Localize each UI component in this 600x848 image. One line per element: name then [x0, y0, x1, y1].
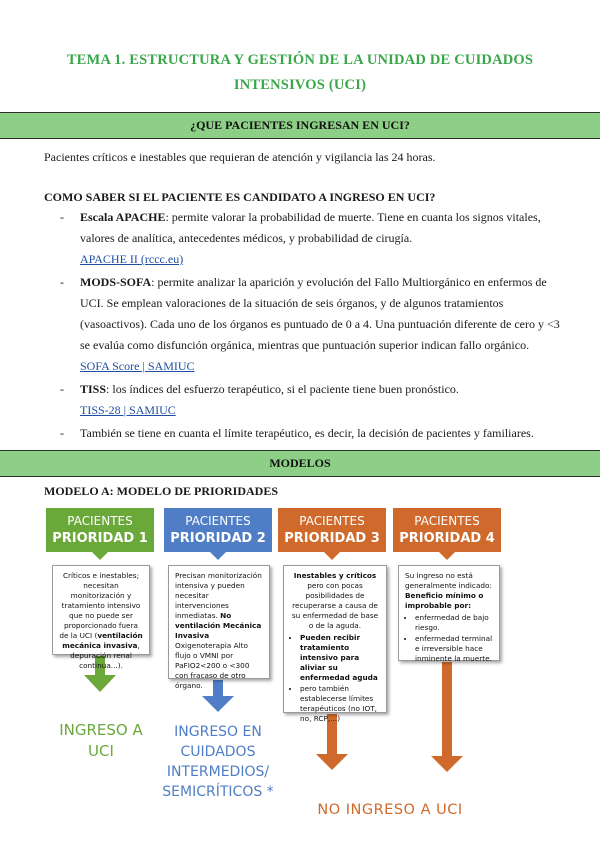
box-prioridad-1	[52, 565, 150, 670]
outcome-cuidados-intermedios: INGRESO EN CUIDADOS INTERMEDIOS/ SEMICRÍTICOS *	[162, 724, 274, 800]
p3-intro	[290, 571, 380, 631]
sofa-link[interactable]: SOFA Score | SAMIUC	[80, 359, 195, 373]
apache-text: : permite valorar la probabilidad de muerte. Tiene en cuanta los signos vitales, valores de analítica, antecedentes médicos, y probabilidad de cirugía.	[80, 210, 541, 245]
p4-bullet-2-text: enfermedad terminal e irreversible hace inminente la muerte.	[415, 634, 493, 663]
list-bullet: -	[60, 382, 64, 396]
intro-paragraph: Pacientes críticos e inestables que requieran de atención y vigilancia las 24 horas.	[44, 150, 436, 164]
tab-priority: PRIORIDAD 3	[284, 531, 380, 546]
tab-label: PACIENTES	[414, 514, 480, 528]
outcome-no-ingreso-uci: NO INGRESO A UCI	[317, 802, 463, 818]
apache-link[interactable]: APACHE II (rccc.eu)	[80, 252, 184, 266]
p3-bullet-2	[300, 684, 380, 724]
p4-text-b: Beneficio mínimo o improbable por:	[405, 591, 484, 610]
tab-tip-2	[210, 552, 226, 560]
sofa-term: MODS-SOFA	[80, 275, 152, 289]
tab-tip-4	[439, 552, 455, 560]
p4-bullet-1-text: enfermedad de bajo riesgo.	[415, 613, 489, 632]
list-bullet: -	[60, 275, 64, 289]
page-title	[40, 48, 560, 98]
p3-bullet-1	[300, 633, 380, 683]
p3-bullet-1-text: Pueden recibir tratamiento intensivo para aliviar su enfermedad aguda	[300, 633, 378, 682]
tab-label: PACIENTES	[299, 514, 365, 528]
tab-priority: PRIORIDAD 1	[52, 531, 148, 546]
tab-tip-3	[324, 552, 340, 560]
tiss-text: : los índices del esfuerzo terapéutico, si el paciente tiene buen pronóstico.	[106, 382, 459, 396]
p3-list	[290, 633, 380, 724]
list-item-sofa	[60, 272, 560, 377]
list-bullet: -	[60, 426, 64, 440]
tab-label: PACIENTES	[67, 514, 133, 528]
box-prioridad-2	[168, 565, 270, 690]
candidate-heading: COMO SABER SI EL PACIENTE ES CANDIDATO A INGRESO EN UCI?	[44, 190, 436, 204]
p1-text-c: , depuración renal continua...).	[70, 641, 140, 670]
p2-text-b: No ventilación Mecánica Invasiva	[175, 611, 262, 640]
tiss-term: TISS	[80, 382, 107, 396]
box-prioridad-3	[283, 565, 387, 723]
box-prioridad-4	[398, 565, 500, 661]
p1-text-b: ventilación mecánica invasiva	[62, 631, 143, 650]
apache-term: Escala APACHE	[80, 210, 166, 224]
section-heading-ingreso: ¿QUE PACIENTES INGRESAN EN UCI?	[0, 112, 600, 139]
section-heading-modelos: MODELOS	[0, 450, 600, 477]
priority-model-diagram	[0, 500, 600, 848]
list-item-tiss	[60, 379, 560, 421]
list-bullet: -	[60, 210, 64, 224]
p4-bullet-1	[415, 613, 493, 633]
outcome-ingreso-uci: INGRESO A UCI	[59, 721, 143, 760]
modelo-a-heading: MODELO A: MODELO DE PRIORIDADES	[44, 484, 279, 498]
tab-label: PACIENTES	[185, 514, 251, 528]
page-title-line1: TEMA 1. ESTRUCTURA Y GESTIÓN DE LA UNIDAD DE CUIDADOS	[66, 52, 534, 68]
sofa-text: : permite analizar la aparición y evolución del Fallo Multiorgánico en enfermos de UCI. Se emplean valoraciones de la situación de seis órganos, y de algunos tratamientos (vasoactivos). Cada uno de los órganos es puntuado de 0 a 4. Una puntuación diferente de cero y <3 se evalúa como disfunción orgánica, mientras que puntuación superior indican fallo orgánico.	[80, 275, 560, 352]
p4-list	[405, 613, 493, 664]
page-title-line2: INTENSIVOS (UCI)	[233, 77, 367, 93]
arrow-down-icon-4	[431, 662, 463, 772]
p4-bullet-2	[415, 634, 493, 664]
p3-text-b: pero con pocas posibilidades de recuperarse a causa de su enfermedad de base o de la aguda.	[291, 581, 379, 630]
tab-tip-1	[92, 552, 108, 560]
p2-text-c: Oxigenoterapia Alto flujo o VMNI por PaFIO2<200 o <300 con fracaso de otro órgano.	[175, 641, 250, 690]
p1-text-a: Críticos e inestables; necesitan monitorización y tratamiento intensivo que no puede ser proporcionado fuera de la UCI (	[59, 571, 141, 640]
arrow-down-icon-2	[202, 680, 234, 712]
tiss-link[interactable]: TISS-28 | SAMIUC	[80, 403, 176, 417]
tab-priority: PRIORIDAD 4	[399, 531, 495, 546]
list-item-apache	[60, 207, 560, 270]
scales-list	[60, 207, 560, 446]
p3-text-a: Inestables y críticos	[293, 571, 377, 580]
p2-text-a: Precisan monitorización intensiva y pueden necesitar intervenciones inmediatas.	[175, 571, 262, 620]
p3-bullet-2-text: pero también establecerse límites terapéuticos (no IOT, no, RCP,...)	[300, 684, 377, 723]
tab-priority: PRIORIDAD 2	[170, 531, 266, 546]
list-item-limite	[60, 423, 560, 444]
limite-text: También se tiene en cuanta el límite terapéutico, es decir, la decisión de pacientes y familiares.	[80, 426, 534, 440]
p4-text-a: Su ingreso no está generalmente indicado:	[405, 571, 492, 590]
